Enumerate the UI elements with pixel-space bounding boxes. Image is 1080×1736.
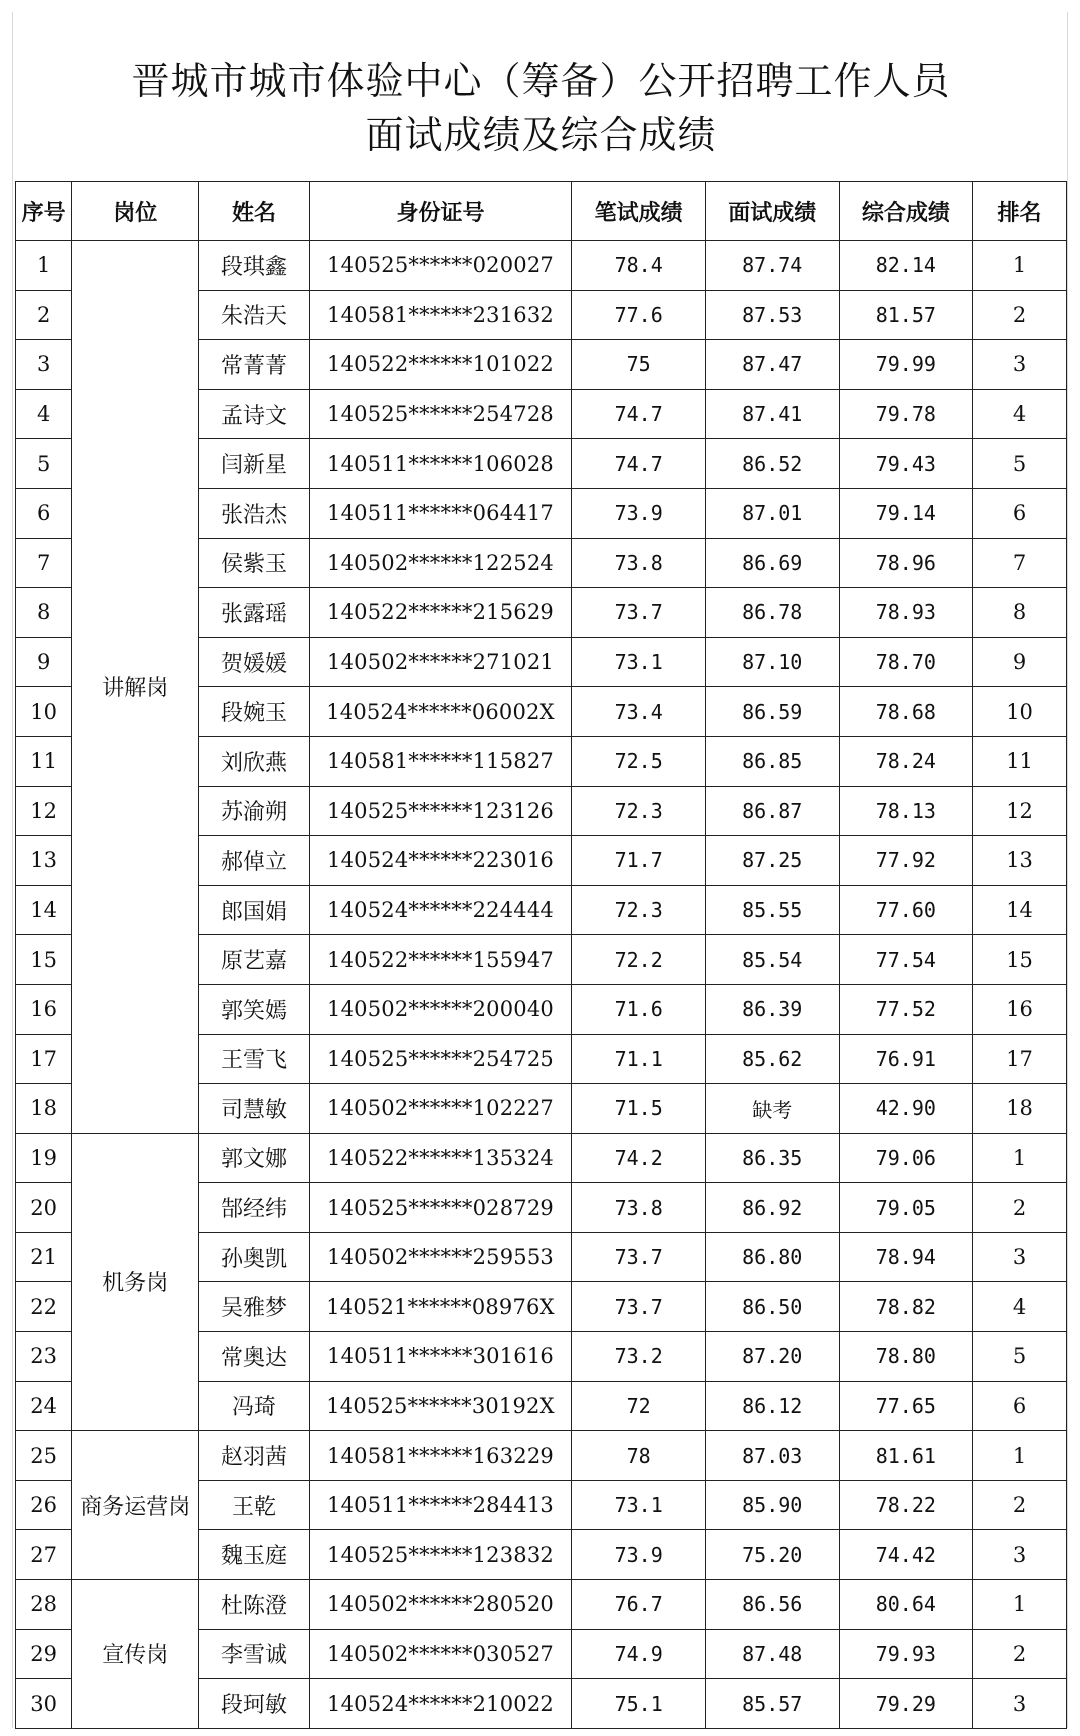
row-written-score: 73.2 xyxy=(572,1332,706,1382)
row-total-score: 79.99 xyxy=(839,340,973,390)
row-id-number: 140525******020027 xyxy=(309,241,572,291)
row-index: 3 xyxy=(16,340,72,390)
row-index: 29 xyxy=(16,1629,72,1679)
row-total-score: 79.78 xyxy=(839,389,973,439)
row-index: 27 xyxy=(16,1530,72,1580)
row-interview-score: 缺考 xyxy=(705,1084,839,1134)
row-total-score: 82.14 xyxy=(839,241,973,291)
row-index: 26 xyxy=(16,1480,72,1530)
row-rank: 18 xyxy=(973,1084,1067,1134)
row-written-score: 73.1 xyxy=(572,637,706,687)
row-index: 8 xyxy=(16,588,72,638)
row-interview-score: 87.74 xyxy=(705,241,839,291)
row-total-score: 78.82 xyxy=(839,1282,973,1332)
row-rank: 1 xyxy=(973,1431,1067,1481)
row-rank: 9 xyxy=(973,637,1067,687)
row-total-score: 79.06 xyxy=(839,1133,973,1183)
row-index: 6 xyxy=(16,488,72,538)
row-written-score: 74.9 xyxy=(572,1629,706,1679)
row-written-score: 73.7 xyxy=(572,1282,706,1332)
row-interview-score: 87.03 xyxy=(705,1431,839,1481)
row-written-score: 73.9 xyxy=(572,1530,706,1580)
row-rank: 3 xyxy=(973,1530,1067,1580)
row-interview-score: 85.55 xyxy=(705,885,839,935)
row-total-score: 79.05 xyxy=(839,1183,973,1233)
row-id-number: 140511******301616 xyxy=(309,1332,572,1382)
row-total-score: 78.13 xyxy=(839,786,973,836)
row-total-score: 79.29 xyxy=(839,1679,973,1729)
row-written-score: 77.6 xyxy=(572,290,706,340)
row-interview-score: 86.35 xyxy=(705,1133,839,1183)
row-rank: 16 xyxy=(973,984,1067,1034)
header-rank: 排名 xyxy=(973,182,1067,241)
row-name: 赵羽茜 xyxy=(199,1431,309,1481)
row-written-score: 71.5 xyxy=(572,1084,706,1134)
row-interview-score: 86.50 xyxy=(705,1282,839,1332)
row-total-score: 42.90 xyxy=(839,1084,973,1134)
row-index: 11 xyxy=(16,736,72,786)
row-id-number: 140581******115827 xyxy=(309,736,572,786)
row-interview-score: 87.01 xyxy=(705,488,839,538)
row-rank: 2 xyxy=(973,1629,1067,1679)
row-index: 7 xyxy=(16,538,72,588)
row-id-number: 140522******215629 xyxy=(309,588,572,638)
row-written-score: 72 xyxy=(572,1381,706,1431)
row-id-number: 140525******254728 xyxy=(309,389,572,439)
row-interview-score: 86.56 xyxy=(705,1580,839,1630)
row-index: 30 xyxy=(16,1679,72,1729)
row-rank: 10 xyxy=(973,687,1067,737)
row-total-score: 79.43 xyxy=(839,439,973,489)
row-written-score: 73.4 xyxy=(572,687,706,737)
row-rank: 3 xyxy=(973,1679,1067,1729)
row-total-score: 77.65 xyxy=(839,1381,973,1431)
row-rank: 2 xyxy=(973,1183,1067,1233)
results-table xyxy=(15,181,1067,1729)
header-id-number: 身份证号 xyxy=(309,182,572,241)
row-rank: 3 xyxy=(973,1232,1067,1282)
row-total-score: 79.14 xyxy=(839,488,973,538)
row-total-score: 78.24 xyxy=(839,736,973,786)
row-written-score: 73.1 xyxy=(572,1480,706,1530)
row-rank: 3 xyxy=(973,340,1067,390)
row-total-score: 81.57 xyxy=(839,290,973,340)
row-total-score: 78.80 xyxy=(839,1332,973,1382)
row-id-number: 140522******135324 xyxy=(309,1133,572,1183)
row-total-score: 78.96 xyxy=(839,538,973,588)
row-name: 常奥达 xyxy=(199,1332,309,1382)
row-rank: 15 xyxy=(973,935,1067,985)
row-name: 贺媛媛 xyxy=(199,637,309,687)
row-written-score: 74.2 xyxy=(572,1133,706,1183)
row-index: 9 xyxy=(16,637,72,687)
row-name: 侯紫玉 xyxy=(199,538,309,588)
table-row xyxy=(16,1133,1067,1183)
row-rank: 5 xyxy=(973,1332,1067,1382)
row-total-score: 81.61 xyxy=(839,1431,973,1481)
row-id-number: 140581******231632 xyxy=(309,290,572,340)
row-index: 15 xyxy=(16,935,72,985)
row-written-score: 72.3 xyxy=(572,885,706,935)
row-interview-score: 85.54 xyxy=(705,935,839,985)
row-rank: 4 xyxy=(973,389,1067,439)
row-index: 12 xyxy=(16,786,72,836)
row-interview-score: 86.39 xyxy=(705,984,839,1034)
row-rank: 1 xyxy=(973,241,1067,291)
row-interview-score: 86.59 xyxy=(705,687,839,737)
row-name: 吴雅梦 xyxy=(199,1282,309,1332)
row-id-number: 140511******064417 xyxy=(309,488,572,538)
row-interview-score: 85.57 xyxy=(705,1679,839,1729)
row-id-number: 140502******200040 xyxy=(309,984,572,1034)
post-cell: 宣传岗 xyxy=(72,1580,199,1729)
header-interview-score: 面试成绩 xyxy=(705,182,839,241)
row-written-score: 73.9 xyxy=(572,488,706,538)
row-interview-score: 86.87 xyxy=(705,786,839,836)
row-interview-score: 87.48 xyxy=(705,1629,839,1679)
row-name: 李雪诚 xyxy=(199,1629,309,1679)
row-index: 21 xyxy=(16,1232,72,1282)
row-id-number: 140502******280520 xyxy=(309,1580,572,1630)
row-index: 25 xyxy=(16,1431,72,1481)
header-total-score: 综合成绩 xyxy=(839,182,973,241)
row-total-score: 77.52 xyxy=(839,984,973,1034)
row-written-score: 73.8 xyxy=(572,538,706,588)
row-interview-score: 86.52 xyxy=(705,439,839,489)
row-total-score: 79.93 xyxy=(839,1629,973,1679)
title-line-1: 晋城市城市体验中心（筹备）公开招聘工作人员 xyxy=(131,59,951,103)
row-interview-score: 86.92 xyxy=(705,1183,839,1233)
row-rank: 12 xyxy=(973,786,1067,836)
row-rank: 14 xyxy=(973,885,1067,935)
row-interview-score: 86.69 xyxy=(705,538,839,588)
row-name: 王雪飞 xyxy=(199,1034,309,1084)
row-written-score: 72.3 xyxy=(572,786,706,836)
header-written-score: 笔试成绩 xyxy=(572,182,706,241)
row-interview-score: 86.85 xyxy=(705,736,839,786)
row-written-score: 78.4 xyxy=(572,241,706,291)
table-header-row xyxy=(16,182,1067,241)
row-id-number: 140525******123832 xyxy=(309,1530,572,1580)
row-index: 28 xyxy=(16,1580,72,1630)
row-index: 20 xyxy=(16,1183,72,1233)
row-name: 朱浩天 xyxy=(199,290,309,340)
row-id-number: 140502******030527 xyxy=(309,1629,572,1679)
row-index: 4 xyxy=(16,389,72,439)
row-index: 2 xyxy=(16,290,72,340)
row-index: 14 xyxy=(16,885,72,935)
row-id-number: 140525******028729 xyxy=(309,1183,572,1233)
row-name: 张露瑶 xyxy=(199,588,309,638)
row-written-score: 75 xyxy=(572,340,706,390)
row-written-score: 73.7 xyxy=(572,1232,706,1282)
row-id-number: 140502******122524 xyxy=(309,538,572,588)
row-written-score: 75.1 xyxy=(572,1679,706,1729)
table-row xyxy=(16,1580,1067,1630)
header-post: 岗位 xyxy=(72,182,199,241)
row-written-score: 76.7 xyxy=(572,1580,706,1630)
row-id-number: 140522******155947 xyxy=(309,935,572,985)
row-interview-score: 87.47 xyxy=(705,340,839,390)
row-id-number: 140524******223016 xyxy=(309,836,572,886)
row-interview-score: 86.80 xyxy=(705,1232,839,1282)
row-rank: 1 xyxy=(973,1133,1067,1183)
row-name: 段琪鑫 xyxy=(199,241,309,291)
row-rank: 5 xyxy=(973,439,1067,489)
row-id-number: 140521******08976X xyxy=(309,1282,572,1332)
row-index: 19 xyxy=(16,1133,72,1183)
row-interview-score: 75.20 xyxy=(705,1530,839,1580)
row-rank: 11 xyxy=(973,736,1067,786)
row-interview-score: 85.90 xyxy=(705,1480,839,1530)
row-rank: 1 xyxy=(973,1580,1067,1630)
row-name: 苏渝朔 xyxy=(199,786,309,836)
row-name: 杜陈澄 xyxy=(199,1580,309,1630)
row-id-number: 140511******284413 xyxy=(309,1480,572,1530)
row-id-number: 140525******123126 xyxy=(309,786,572,836)
row-name: 郭文娜 xyxy=(199,1133,309,1183)
row-written-score: 71.7 xyxy=(572,836,706,886)
row-id-number: 140525******30192X xyxy=(309,1381,572,1431)
row-total-score: 78.70 xyxy=(839,637,973,687)
row-id-number: 140524******224444 xyxy=(309,885,572,935)
header-index: 序号 xyxy=(16,182,72,241)
row-id-number: 140525******254725 xyxy=(309,1034,572,1084)
document-page xyxy=(12,12,1068,1728)
row-id-number: 140502******102227 xyxy=(309,1084,572,1134)
row-interview-score: 87.25 xyxy=(705,836,839,886)
title-line-2: 面试成绩及综合成绩 xyxy=(365,113,717,157)
post-cell: 商务运营岗 xyxy=(72,1431,199,1580)
row-rank: 6 xyxy=(973,488,1067,538)
row-name: 郭笑嫣 xyxy=(199,984,309,1034)
row-rank: 8 xyxy=(973,588,1067,638)
row-written-score: 73.7 xyxy=(572,588,706,638)
row-interview-score: 87.20 xyxy=(705,1332,839,1382)
row-id-number: 140502******259553 xyxy=(309,1232,572,1282)
row-interview-score: 87.10 xyxy=(705,637,839,687)
row-name: 原艺嘉 xyxy=(199,935,309,985)
row-total-score: 77.92 xyxy=(839,836,973,886)
row-name: 孙奥凯 xyxy=(199,1232,309,1282)
row-index: 5 xyxy=(16,439,72,489)
row-written-score: 73.8 xyxy=(572,1183,706,1233)
row-index: 18 xyxy=(16,1084,72,1134)
row-total-score: 77.54 xyxy=(839,935,973,985)
row-written-score: 72.5 xyxy=(572,736,706,786)
table-row xyxy=(16,241,1067,291)
row-id-number: 140511******106028 xyxy=(309,439,572,489)
post-cell: 讲解岗 xyxy=(72,241,199,1134)
row-index: 13 xyxy=(16,836,72,886)
row-interview-score: 85.62 xyxy=(705,1034,839,1084)
row-total-score: 78.93 xyxy=(839,588,973,638)
row-interview-score: 87.53 xyxy=(705,290,839,340)
row-interview-score: 86.12 xyxy=(705,1381,839,1431)
row-rank: 13 xyxy=(973,836,1067,886)
row-id-number: 140524******210022 xyxy=(309,1679,572,1729)
row-name: 司慧敏 xyxy=(199,1084,309,1134)
row-interview-score: 87.41 xyxy=(705,389,839,439)
row-id-number: 140581******163229 xyxy=(309,1431,572,1481)
row-rank: 17 xyxy=(973,1034,1067,1084)
row-index: 17 xyxy=(16,1034,72,1084)
row-name: 魏玉庭 xyxy=(199,1530,309,1580)
table-row xyxy=(16,1431,1067,1481)
table-body xyxy=(16,241,1067,1729)
row-written-score: 72.2 xyxy=(572,935,706,985)
row-name: 郜经纬 xyxy=(199,1183,309,1233)
row-name: 王乾 xyxy=(199,1480,309,1530)
row-id-number: 140524******06002X xyxy=(309,687,572,737)
row-rank: 6 xyxy=(973,1381,1067,1431)
row-index: 16 xyxy=(16,984,72,1034)
row-id-number: 140502******271021 xyxy=(309,637,572,687)
row-total-score: 74.42 xyxy=(839,1530,973,1580)
row-total-score: 76.91 xyxy=(839,1034,973,1084)
row-written-score: 78 xyxy=(572,1431,706,1481)
row-name: 郝倬立 xyxy=(199,836,309,886)
row-total-score: 78.22 xyxy=(839,1480,973,1530)
row-rank: 7 xyxy=(973,538,1067,588)
row-id-number: 140522******101022 xyxy=(309,340,572,390)
row-name: 冯琦 xyxy=(199,1381,309,1431)
row-total-score: 80.64 xyxy=(839,1580,973,1630)
row-name: 常菁菁 xyxy=(199,340,309,390)
row-name: 郎国娟 xyxy=(199,885,309,935)
row-name: 张浩杰 xyxy=(199,488,309,538)
row-index: 23 xyxy=(16,1332,72,1382)
row-index: 24 xyxy=(16,1381,72,1431)
row-index: 1 xyxy=(16,241,72,291)
row-written-score: 71.1 xyxy=(572,1034,706,1084)
row-rank: 2 xyxy=(973,1480,1067,1530)
row-name: 段婉玉 xyxy=(199,687,309,737)
row-total-score: 77.60 xyxy=(839,885,973,935)
header-name: 姓名 xyxy=(199,182,309,241)
row-index: 22 xyxy=(16,1282,72,1332)
row-rank: 4 xyxy=(973,1282,1067,1332)
row-name: 段珂敏 xyxy=(199,1679,309,1729)
row-interview-score: 86.78 xyxy=(705,588,839,638)
row-name: 闫新星 xyxy=(199,439,309,489)
row-written-score: 74.7 xyxy=(572,389,706,439)
post-cell: 机务岗 xyxy=(72,1133,199,1431)
row-written-score: 71.6 xyxy=(572,984,706,1034)
row-written-score: 74.7 xyxy=(572,439,706,489)
row-total-score: 78.68 xyxy=(839,687,973,737)
row-name: 刘欣燕 xyxy=(199,736,309,786)
row-name: 孟诗文 xyxy=(199,389,309,439)
row-rank: 2 xyxy=(973,290,1067,340)
page-title xyxy=(13,54,1069,162)
row-index: 10 xyxy=(16,687,72,737)
row-total-score: 78.94 xyxy=(839,1232,973,1282)
